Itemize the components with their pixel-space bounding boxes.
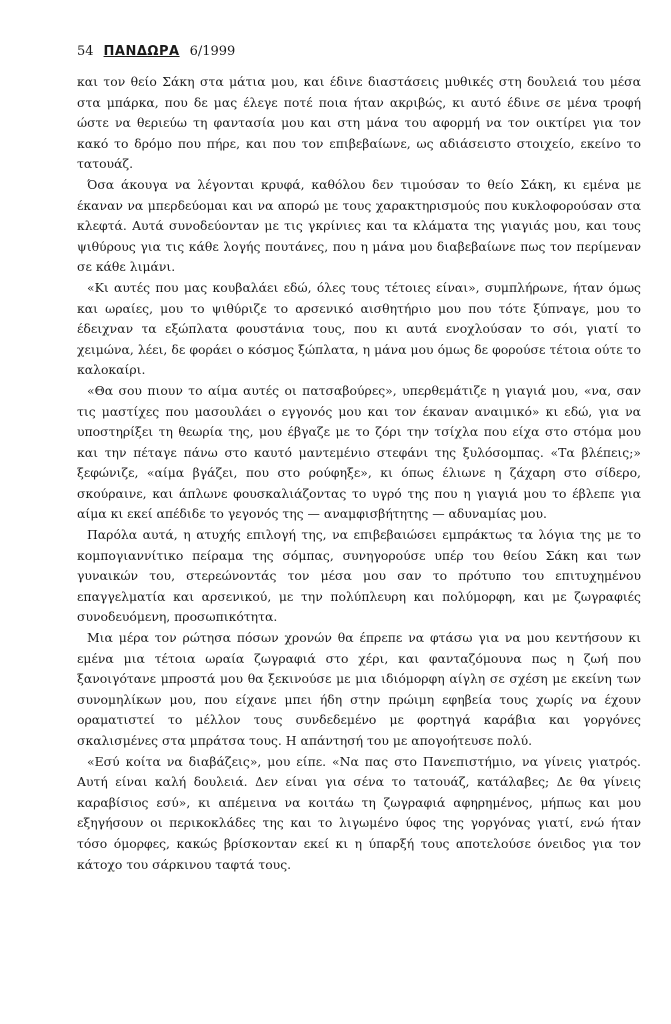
article-body (77, 72, 641, 875)
page-number: 54 (77, 44, 94, 59)
paragraph: και τον θείο Σάκη στα μάτια μου, και έδινε διαστάσεις μυθικές στη δουλειά του μέσα στα μπάρκα, που δε μας έλεγε ποτέ ποια ήταν ακριβώς, κι αυτό έδινε σε μένα τροφή ώστε να θεριεύω τη φαντασία μου και στη μάνα του αφορμή να τον οικτίρει για τον κακό το δρόμο που πήρε, και που τον επιβεβαίωνε, ως αδιάσειστο στοιχείο, εκείνο το τατουάζ. (77, 74, 641, 172)
journal-name: ΠΑΝΔΩΡΑ (103, 44, 180, 59)
paragraph: Όσα άκουγα να λέγονται κρυφά, καθόλου δεν τιμούσαν το θείο Σάκη, κι εμένα με έκαναν να μπερδεύομαι και να απορώ με τους χαρακτηρισμούς που κυκλοφορούσαν στα κλεφτά. Αυτά συνοδεύονταν με τις γκρίνιες και τα κλάματα της γιαγιάς μου, και τους ψιθύρους για τις κάθε λογής πουτάνες, που η μάνα μου διαβεβαίωνε πως τον περίμεναν σε κάθε λιμάνι. (77, 176, 641, 275)
paragraph: Παρόλα αυτά, η ατυχής επιλογή της, να επιβεβαιώσει εμπράκτως τα λόγια της με το κομπογιαννίτικο πείραμα της σόμπας, συνηγορούσε υπέρ του θείου Σάκη και των γυναικών του, στερεώνοντάς τον μέσα μου σαν το πρότυπο του επιτυχημένου επαγγελματία και αρσενικού, με την πολύπλευρη και πολύμορφη, και με ζωγραφιές συνοδευόμενη, προσωπικότητα. (77, 527, 641, 625)
paragraph: «Κι αυτές που μας κουβαλάει εδώ, όλες τους τέτοιες είναι», συμπλήρωνε, ήταν όμως και ωραίες, μου το ψιθύριζε το αρσενικό αισθητήριο μου που τότε ξύπναγε, μου το έδειχναν τα εξώπλατα φουστάνια τους, που κι αυτά ενοχλούσαν το σόι, γιατί το χειμώνα, λέει, δε φοράει ο κόσμος ξώπλατα, η μάνα μου όμως δε φορούσε τέτοια ούτε το καλοκαίρι. (77, 279, 641, 378)
issue-number: 6/1999 (189, 44, 236, 59)
paragraph: «Θα σου πιουν το αίμα αυτές οι πατσαβούρες», υπερθεμάτιζε η γιαγιά μου, «να, σαν τις μαστίχες που μασουλάει ο εγγονός μου και τον έκαναν αναιμικό» κι εδώ, για να υποστηρίξει τη θεωρία της, μου έβγαζε με το ζόρι την τσίχλα που είχα στο στόμα μου και την πέταγε πάνω στο καυτό μαντεμένιο στεφάνι της ξυλόσομπας. «Τα βλέπεις;» ξεφώνιζε, «αίμα βγάζει, που στο ρούφηξε», κι όπως έλιωνε η ζάχαρη στο σίδερο, σκούραινε, και άπλωνε φουσκαλιάζοντας το υγρό της που η γιαγιά μου το έβλεπε για αίμα κι εκεί απέδιδε το γεγονός της — αναμφισβήτητης — αδυναμίας μου. (77, 382, 641, 522)
page (77, 44, 641, 875)
running-header (77, 44, 641, 66)
paragraph: Μια μέρα τον ρώτησα πόσων χρονών θα έπρεπε να φτάσω για να μου κεντήσουν κι εμένα μια τέτοια ωραία ζωγραφιά στο χέρι, και φανταζόμουνα πως η ζωή που ξανοιγότανε μπροστά μου θα ξεκινούσε με μια ιδιόμορφη αίγλη σε σχέση με εκείνη των συνομηλίκων μου, που είχανε μπει ήδη στην πρώιμη εφηβεία τους χωρίς να έχουν οραματιστεί το μέλλον τους συνδεδεμένο με φορτηγά καράβια και γοργόνες σκαλισμένες στα μπράτσα τους. Η απάντησή του με απογοήτευσε πολύ. (77, 630, 641, 748)
paragraph: «Εσύ κοίτα να διαβάζεις», μου είπε. «Να πας στο Πανεπιστήμιο, να γίνεις γιατρός. Αυτή είναι καλή δουλειά. Δεν είναι για σένα το τατουάζ, κατάλαβες; Δε θα γίνεις καραβίσιος εσύ», κι απέμεινα να κοιτάω τη ζωγραφιά αφηρημένος, μήπως και μου εξηγήσουν οι περικοκλάδες της και το λιγωμένο ύφος της γοργόνας γιατί, ενώ ήταν τόσο όμορφες, κακώς βρίσκονταν εκεί κι η ύπαρξή τους αποτελούσε όνειδος για τον κάτοχο του σάρκινου ταφτά τους. (77, 753, 641, 872)
